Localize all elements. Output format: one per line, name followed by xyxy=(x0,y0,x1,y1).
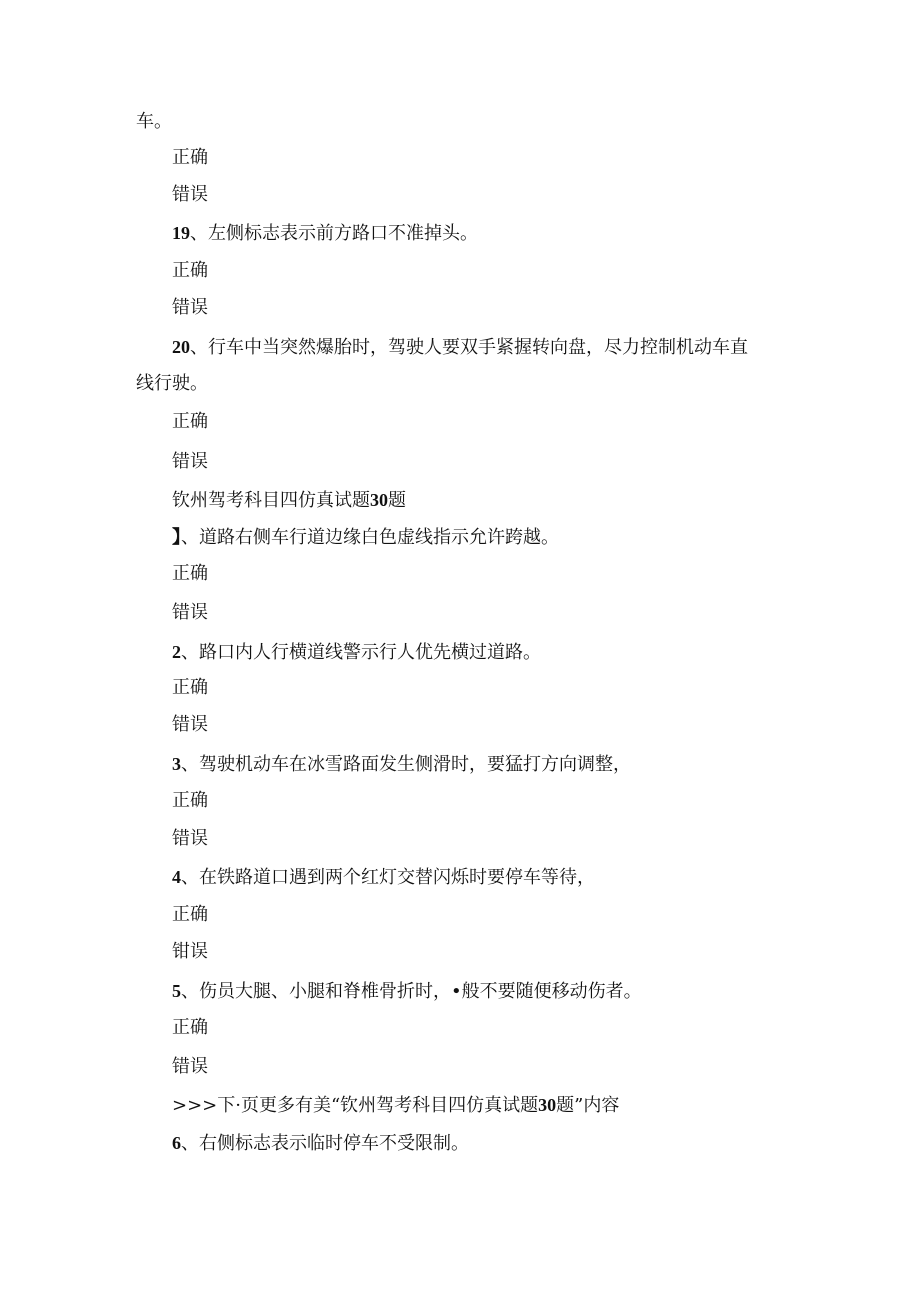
question-text: 、伤员大腿、小腿和脊椎骨折时，•般不要随便移动伤者。 xyxy=(181,981,642,1002)
line-text: 错误 xyxy=(172,714,208,735)
question-text: 、路口内人行横道线警示行人优先横过道路。 xyxy=(181,642,541,663)
question-1 xyxy=(172,526,559,549)
line-text: 钳误 xyxy=(172,941,208,962)
question-number: 3 xyxy=(172,754,181,774)
question-number: 5 xyxy=(172,981,181,1001)
question-text: 、行车中当突然爆胎时，驾驶人要双手紧握转向盘，尽力控制机动车直 xyxy=(190,337,748,358)
question-number: 2 xyxy=(172,642,181,662)
question-text: 、驾驶机动车在冰雪路面发生侧滑时，要猛打方向调整， xyxy=(181,754,631,775)
question-number: 4 xyxy=(172,867,181,887)
question-text: 、左侧标志表示前方路口不准掉头。 xyxy=(190,223,478,244)
line-text: 错误 xyxy=(172,297,208,318)
heading-text-end: 题 xyxy=(388,490,406,511)
line-text: 错误 xyxy=(172,1056,208,1077)
option-wrong xyxy=(172,451,208,473)
question-text: 、右侧标志表示临时停车不受限制。 xyxy=(181,1133,469,1154)
line-text: 线行驶。 xyxy=(136,373,208,394)
line-text: 正确 xyxy=(172,411,208,432)
question-3 xyxy=(172,753,631,776)
option-correct xyxy=(172,904,208,926)
option-correct xyxy=(172,677,208,699)
line-text: 错误 xyxy=(172,828,208,849)
line-text: 错误 xyxy=(172,451,208,472)
question-number: 20 xyxy=(172,337,190,357)
line-text: 正确 xyxy=(172,790,208,811)
question-20 xyxy=(172,336,748,359)
option-correct xyxy=(172,1017,208,1039)
option-correct xyxy=(172,260,208,282)
heading-number: 30 xyxy=(370,490,388,510)
line-text: 正确 xyxy=(172,904,208,925)
question-number: 6 xyxy=(172,1133,181,1153)
question-number: 19 xyxy=(172,223,190,243)
question-5 xyxy=(172,980,642,1003)
line-text: 正确 xyxy=(172,1017,208,1038)
link-text: >>>下·页更多有美“钦州驾考科目四仿真试题 xyxy=(172,1095,539,1116)
text-line xyxy=(136,111,172,133)
line-text: 车。 xyxy=(136,111,172,132)
line-text: 正确 xyxy=(172,147,208,168)
option-wrong xyxy=(172,828,208,850)
section-heading xyxy=(172,489,406,512)
link-text-end: 题”内容 xyxy=(556,1095,620,1116)
option-wrong xyxy=(172,1056,208,1078)
line-text: 错误 xyxy=(172,184,208,205)
question-2 xyxy=(172,641,541,664)
question-text: 、在铁路道口遇到两个红灯交替闪烁时要停车等待， xyxy=(181,867,595,888)
option-correct xyxy=(172,147,208,169)
more-content-link[interactable] xyxy=(172,1094,619,1117)
line-text: 正确 xyxy=(172,563,208,584)
line-text: 错误 xyxy=(172,602,208,623)
option-wrong xyxy=(172,714,208,736)
option-wrong xyxy=(172,297,208,319)
line-text: 正确 xyxy=(172,677,208,698)
option-correct xyxy=(172,563,208,585)
line-text: 正确 xyxy=(172,260,208,281)
option-correct xyxy=(172,411,208,433)
heading-text: 钦州驾考科目四仿真试题 xyxy=(172,490,370,511)
question-19 xyxy=(172,222,478,245)
link-number: 30 xyxy=(538,1095,557,1115)
option-wrong xyxy=(172,941,208,963)
question-text: 、道路右侧车行道边缘白色虚线指示允许跨越。 xyxy=(181,527,559,548)
question-20-continued xyxy=(136,373,208,395)
option-wrong xyxy=(172,602,208,624)
question-4 xyxy=(172,866,595,889)
question-number: 】 xyxy=(172,527,181,547)
option-correct xyxy=(172,790,208,812)
option-wrong xyxy=(172,184,208,206)
question-6 xyxy=(172,1132,469,1155)
